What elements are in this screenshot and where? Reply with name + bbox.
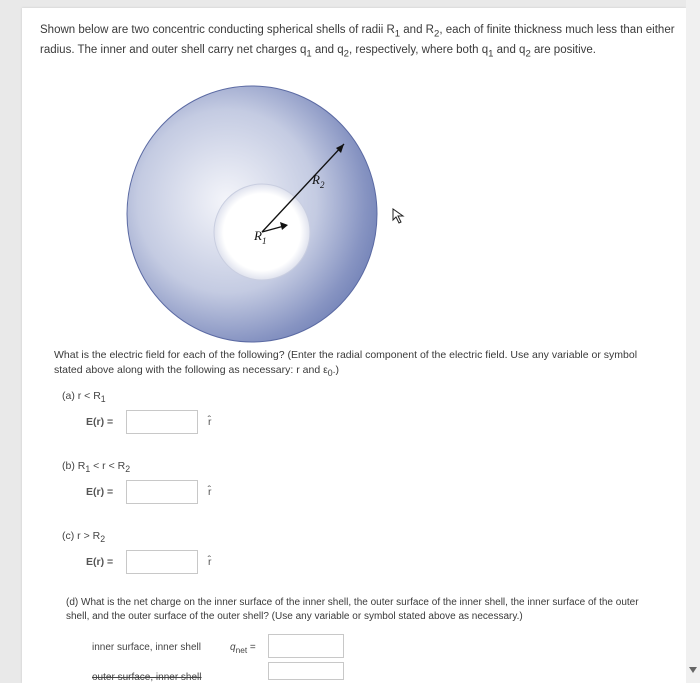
- intro-text: are positive.: [530, 44, 596, 57]
- intro-sub: 2: [343, 48, 349, 60]
- scroll-down-icon[interactable]: [689, 667, 697, 673]
- qnet-outer-inner-input[interactable]: [268, 662, 344, 680]
- question-body: What is the electric field for each of the following? (Enter the radial component of the electric field. Use any variable or symbol stated above along with the following as necessary: r and ε: [54, 349, 638, 376]
- rhat-unit: r̂: [208, 556, 212, 568]
- part-b-answer-input[interactable]: [126, 480, 198, 504]
- efield-lhs: E(r) =: [86, 416, 114, 428]
- part-d-question: (d) What is the net charge on the inner surface of the inner shell, the outer surface of the inner shell, the inner surface of the outer shell, and the outer surface of the outer shell? (Use any variable or symbol stated above as necessary.): [66, 597, 639, 622]
- efield-lhs: E(r) =: [86, 486, 114, 498]
- intro-text: , respectively, where both q: [349, 44, 489, 57]
- intro-sub: 1: [394, 28, 401, 40]
- part-c-row: [86, 550, 212, 574]
- qnet-inner-inner-input[interactable]: [268, 634, 344, 658]
- r1-label: $R_1$: [254, 228, 267, 246]
- inner-surface-inner-shell-label: inner surface, inner shell: [92, 642, 201, 653]
- qnet-label: $q_{net}$ =: [230, 642, 256, 655]
- intro-text: , each of finite thickness much less than either radius. The inner and outer shell carry net charges q: [40, 24, 675, 57]
- concentric-shells-figure: [122, 74, 382, 354]
- question-page: [22, 8, 686, 683]
- part-c-answer-input[interactable]: [126, 550, 198, 574]
- intro-text: and q: [493, 44, 526, 57]
- part-a-answer-input[interactable]: [126, 410, 198, 434]
- vertical-scrollbar[interactable]: [686, 0, 700, 683]
- outer-surface-inner-shell-label: outer surface, inner shell: [92, 672, 202, 683]
- intro-text: Shown below are two concentric conducting spherical shells of radii R: [40, 24, 395, 36]
- intro-sub: 2: [433, 28, 440, 40]
- intro-text: and q: [311, 44, 344, 57]
- question-text: [54, 348, 654, 381]
- intro-sub: 1: [488, 48, 494, 60]
- efield-lhs: E(r) =: [86, 556, 114, 568]
- part-c-label: (c) $r > R_2$: [62, 530, 106, 545]
- part-a-row: [86, 410, 212, 434]
- intro-sub: 2: [525, 48, 531, 60]
- problem-statement: [40, 22, 680, 63]
- question-sub: 0: [327, 368, 333, 379]
- question-end: .): [332, 364, 340, 376]
- intro-sub: 1: [306, 48, 312, 60]
- part-b-row: [86, 480, 212, 504]
- r2-label: $R_2$: [312, 172, 325, 190]
- intro-text: and R: [400, 24, 434, 36]
- mouse-cursor-icon: [392, 208, 406, 224]
- part-a-label: (a) $r < R_1$: [62, 390, 106, 405]
- rhat-unit: r̂: [208, 486, 212, 498]
- part-b-label: (b) $R_1 < r < R_2$: [62, 460, 131, 475]
- rhat-unit: r̂: [208, 416, 212, 428]
